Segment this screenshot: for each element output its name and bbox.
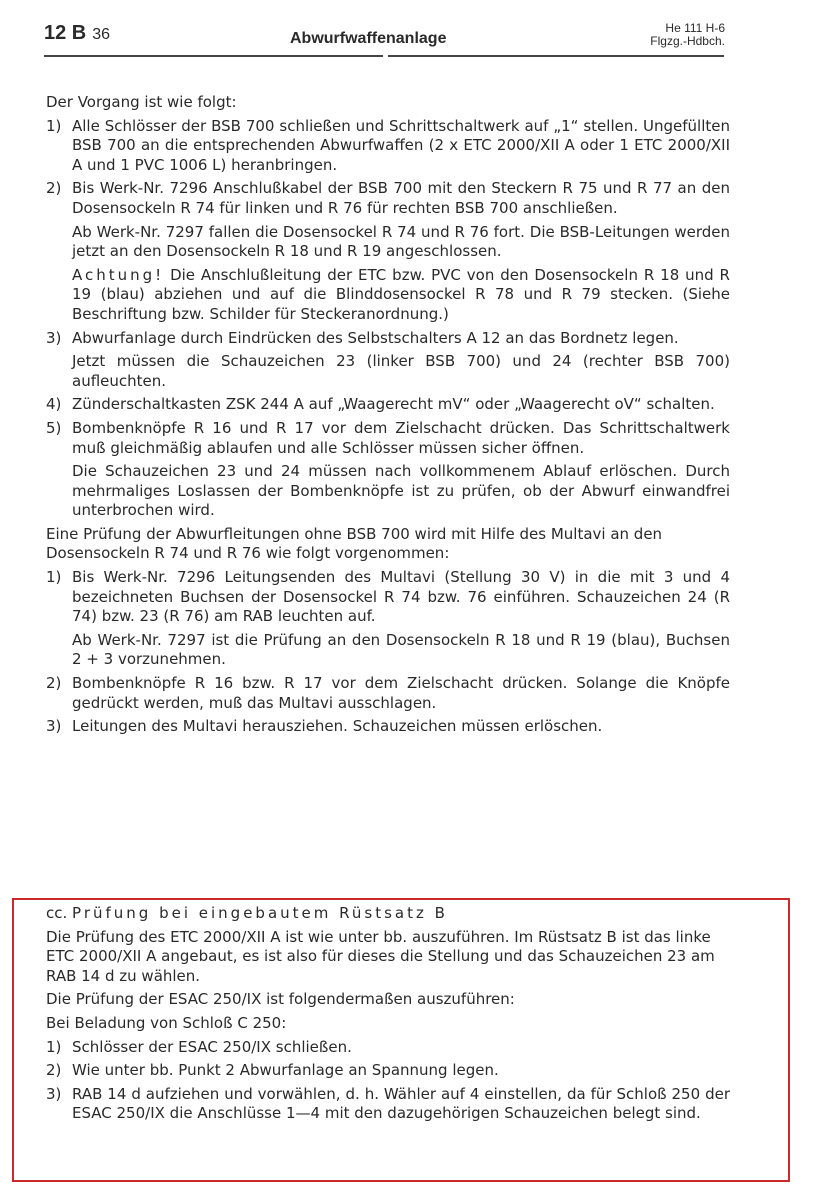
cc-paragraph: Die Prüfung des ETC 2000/XII A ist wie unter bb. auszuführen. Im Rüstsatz B ist das linke ETC 2000/XII A angebaut, es ist also für dieses die Stellung und das Schauzeichen 23 am RAB 14 d zu wählen. bbox=[46, 927, 715, 985]
section-cc bbox=[46, 904, 730, 1128]
handbook-label: Flgzg.-Hdbch. bbox=[650, 34, 725, 48]
page-number: 36 bbox=[92, 26, 111, 43]
section-number: 12 B bbox=[44, 22, 87, 44]
list-item: 3) Abwurfanlage durch Eindrücken des Selbstschalters A 12 an das Bordnetz legen. Jetzt müssen die Schauzeichen 23 (linker BSB 700) und 24 (rechter BSB 700) aufleuchten. bbox=[46, 328, 730, 390]
list-item: 1) Bis Werk-Nr. 7296 Leitungsenden des Multavi (Stellung 30 V) in die mit 3 und 4 bezeichneten Buchsen der Dosensockel R 74 bzw. 76 einführen. Schauzeichen 24 (R 74) bzw. 23 (R 76) am RAB leuchten auf. Ab Werk-Nr. 7297 ist die Prüfung an den Dosensockeln R 18 und R 19 (blau), Buchsen 2 + 3 vorzunehmen. bbox=[46, 568, 730, 669]
list-item: 3) Leitungen des Multavi herausziehen. Schauzeichen müssen erlöschen. bbox=[46, 717, 603, 736]
page-header-right bbox=[650, 22, 725, 48]
header-rule-left bbox=[44, 55, 383, 57]
list-item: 4) Zünderschaltkasten ZSK 244 A auf „Waagerecht mV“ oder „Waagerecht oV“ schalten. bbox=[46, 395, 715, 414]
multavi-paragraph: Eine Prüfung der Abwurfleitungen ohne BSB 700 wird mit Hilfe des Multavi an den Dosensockeln R 74 und R 76 wie folgt vorgenommen: bbox=[46, 524, 663, 563]
attention-label: Achtung! bbox=[72, 265, 165, 284]
cc-paragraph: Bei Beladung von Schloß C 250: bbox=[46, 1013, 287, 1032]
document-body bbox=[46, 93, 730, 741]
intro-paragraph: Der Vorgang ist wie folgt: bbox=[46, 93, 237, 111]
list-item: 5) Bombenknöpfe R 16 und R 17 vor dem Zielschacht drücken. Das Schrittschaltwerk muß gleichmäßig ablaufen und alle Schlösser müssen sicher öffnen. Die Schauzeichen 23 und 24 müssen nach vollkommenem Ablauf erlöschen. Durch mehrmaliges Loslassen der Bombenknöpfe ist zu prüfen, ob der Abwurf einwandfrei unterbrochen wird. bbox=[46, 418, 730, 520]
list-item: 2) Wie unter bb. Punkt 2 Abwurfanlage an Spannung legen. bbox=[46, 1061, 499, 1080]
header-rule-right bbox=[388, 55, 724, 57]
page-header-left bbox=[44, 22, 110, 45]
list-item: 2) Bis Werk-Nr. 7296 Anschlußkabel der BSB 700 mit den Steckern R 75 und R 77 an den Dosensockeln R 74 für linken und R 76 für rechten BSB 700 anschließen. Ab Werk-Nr. 7297 fallen die Dosensockel R 74 und R 76 fort. Die BSB-Leitungen werden jetzt an den Dosensockeln R 18 und R 19 angeschlossen. Achtung! Die Anschlußleitung der ETC bzw. PVC von den Dosensockeln R 18 und R 19 (blau) abziehen und auf die Blinddosensockel R 78 und R 79 stecken. (Siehe Beschriftung bzw. Schilder für Steckeranordnung.) bbox=[46, 179, 730, 323]
list-item: 2) Bombenknöpfe R 16 bzw. R 17 vor dem Zielschacht drücken. Solange die Knöpfe gedrückt werden, muß das Multavi ausschlagen. bbox=[46, 674, 730, 712]
aircraft-type: He 111 H-6 bbox=[665, 21, 725, 35]
list-item: 1) Alle Schlösser der BSB 700 schließen und Schrittschaltwerk auf „1“ stellen. Ungefüllten BSB 700 an die entsprechenden Abwurfwaffen (2 x ETC 2000/XII A oder 1 ETC 2000/XII A und 1 PVC 1006 L) heranbringen. bbox=[46, 116, 730, 174]
cc-paragraph: Die Prüfung der ESAC 250/IX ist folgendermaßen auszuführen: bbox=[46, 990, 515, 1009]
page-title: Abwurfwaffenanlage bbox=[290, 30, 447, 47]
list-item: 3) RAB 14 d aufziehen und vorwählen, d. h. Wähler auf 4 einstellen, da für Schloß 250 der ESAC 250/IX die Anschlüsse 1—4 mit den dazugehörigen Schauzeichen belegt sind. bbox=[46, 1084, 730, 1123]
list-item: 1) Schlösser der ESAC 250/IX schließen. bbox=[46, 1037, 352, 1056]
section-heading: cc. Prüfung bei eingebautem Rüstsatz B bbox=[46, 904, 448, 922]
